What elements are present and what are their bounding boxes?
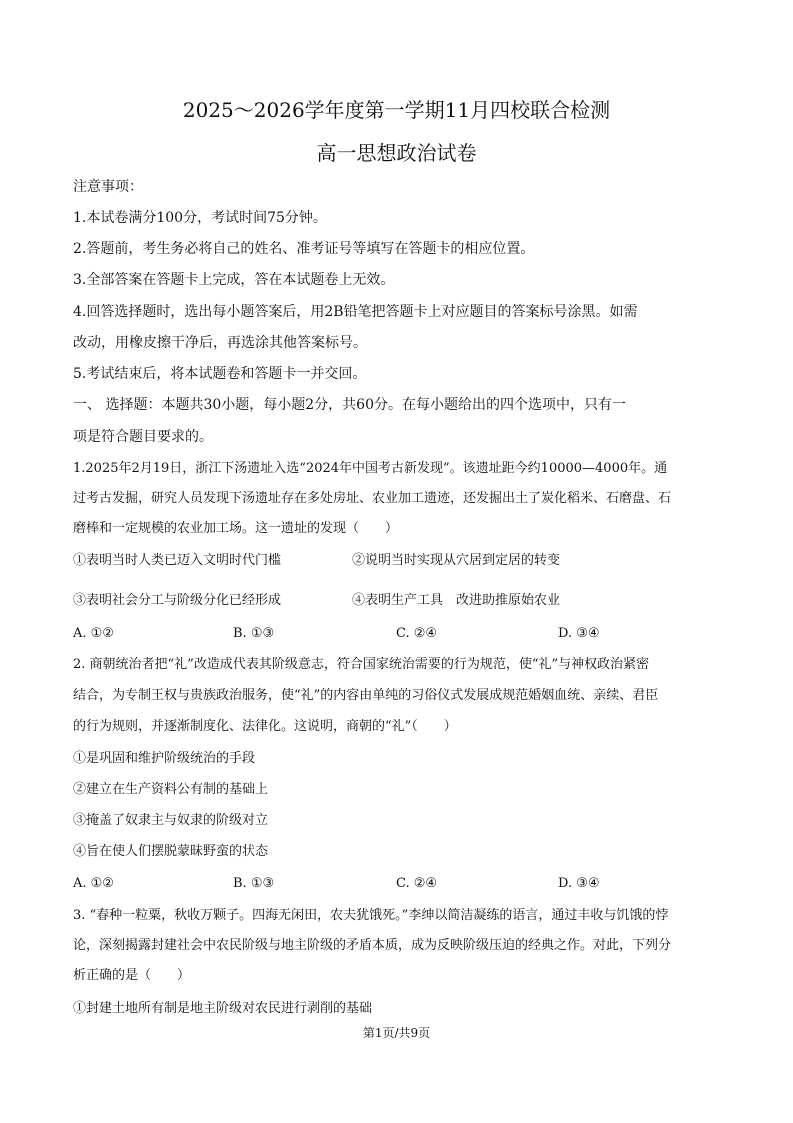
- q1-statement-2: ②说明当时实现从穴居到定居的转变: [352, 553, 561, 568]
- q1-statement-3: ③表明社会分工与阶级分化已经形成: [73, 593, 282, 608]
- section-heading-cont: 项是符合题目要求的。: [73, 429, 213, 445]
- notice-item-4: 4.回答选择题时，选出每小题答案后，用2B铅笔把答题卡上对应题目的答案标号涂黑。如需: [73, 304, 638, 320]
- q2-statement-3: ③掩盖了奴隶主与奴隶的阶级对立: [73, 813, 269, 828]
- q3-stem-line-3: 析正确的是（ ）: [73, 968, 191, 983]
- q2-option-d: D. ③④: [558, 876, 600, 891]
- q2-option-a: A. ①②: [73, 876, 114, 891]
- q1-stem-line-1: 1.2025年2月19日，浙江下汤遗址入选“2024年中国考古新发现”。该遗址距今约10000—4000年。通: [73, 461, 668, 476]
- q2-statement-2: ②建立在生产资料公有制的基础上: [73, 782, 269, 797]
- q1-stem-line-3: 磨棒和一定规模的农业加工场。这一遗址的发现（ ）: [73, 521, 399, 536]
- notice-item-1: 1.本试卷满分100分，考试时间75分钟。: [73, 210, 327, 226]
- exam-subtitle: 高一思想政治试卷: [316, 141, 477, 165]
- q2-stem-line-1: 2. 商朝统治者把“礼”改造成代表其阶级意志，符合国家统治需要的行为规范，使“礼”与神权政治紧密: [73, 657, 650, 672]
- q2-stem-line-3: 的行为规则，并逐渐制度化、法律化。这说明，商朝的“礼”（ ）: [73, 719, 457, 734]
- section-heading: 一、 选择题：本题共30小题，每小题2分，共60分。在每小题给出的四个选项中，只有一: [73, 397, 626, 413]
- exam-title: 2025～2026学年度第一学期11月四校联合检测: [182, 98, 611, 122]
- q1-option-c: C. ②④: [396, 626, 438, 641]
- q1-option-b: B. ①③: [233, 626, 275, 641]
- q3-statement-1: ①封建土地所有制是地主阶级对农民进行剥削的基础: [73, 1001, 373, 1016]
- q2-statement-1: ①是巩固和维护阶级统治的手段: [73, 751, 256, 766]
- page-number: 第1页/共9页: [362, 1026, 431, 1040]
- q3-stem-line-2: 论，深刻揭露封建社会中农民阶级与地主阶级的矛盾本质，成为反映阶级压迫的经典之作。对此，下列分: [73, 938, 672, 953]
- q2-statement-4: ④旨在使人们摆脱蒙昧野蛮的状态: [73, 844, 269, 859]
- notice-item-3: 3.全部答案在答题卡上完成，答在本试题卷上无效。: [73, 272, 395, 288]
- q1-option-a: A. ①②: [73, 626, 114, 641]
- notice-item-5: 5.考试结束后，将本试题卷和答题卡一并交回。: [73, 366, 367, 382]
- q1-option-d: D. ③④: [558, 626, 600, 641]
- q2-stem-line-2: 结合，为专制王权与贵族政治服务，使“礼”的内容由单纯的习俗仪式发展成规范婚姻血统、亲续、君臣: [73, 688, 659, 703]
- notice-item-4-cont: 改动，用橡皮擦干净后，再选涂其他答案标号。: [73, 335, 367, 351]
- q3-stem-line-1: 3. “春种一粒粟，秋收万颗子。四海无闲田，农夫犹饿死。”李绅以简洁凝练的语言，通过丰收与饥饿的悖: [73, 908, 669, 923]
- q1-statement-1: ①表明当时人类已迈入文明时代门槛: [73, 553, 282, 568]
- q2-option-c: C. ②④: [396, 876, 438, 891]
- q1-stem-line-2: 过考古发掘，研究人员发现下汤遗址存在多处房址、农业加工遗迹，还发掘出土了炭化稻米、石磨盘、石: [73, 491, 672, 506]
- q1-statement-4: ④表明生产工具 改进助推原始农业: [352, 593, 561, 608]
- q2-option-b: B. ①③: [233, 876, 275, 891]
- notice-item-2: 2.答题前，考生务必将自己的姓名、准考证号等填写在答题卡的相应位置。: [73, 241, 535, 257]
- notice-heading: 注意事项：: [73, 179, 143, 195]
